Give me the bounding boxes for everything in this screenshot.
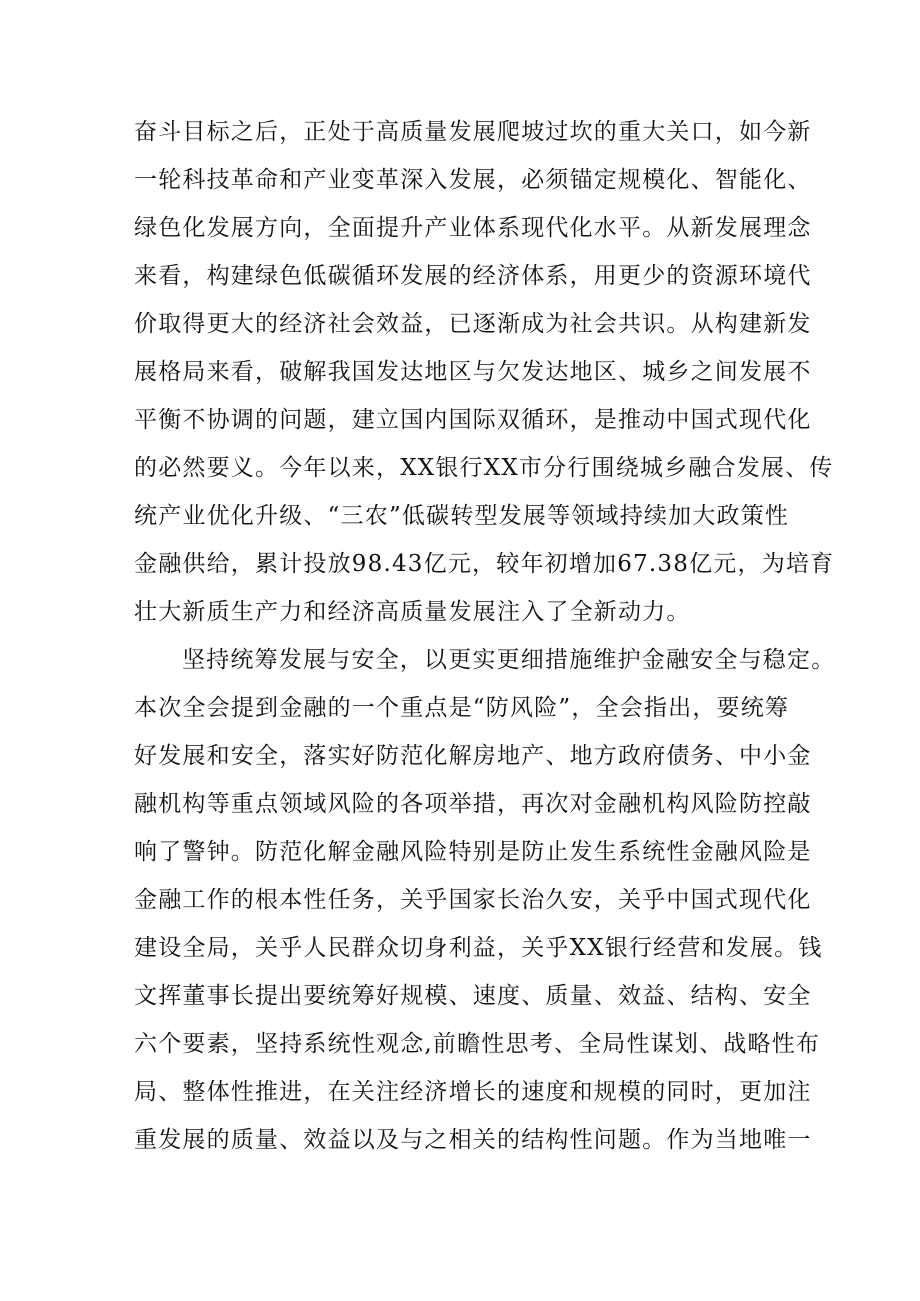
paragraph-line: 文挥董事长提出要统筹好规模、速度、质量、效益、结构、安全 [134,983,812,1009]
paragraph-line: 来看，构建绿色低碳循环发展的经济体系，用更少的资源环境代 [134,263,812,289]
paragraph-line: 奋斗目标之后，正处于高质量发展爬坡过坎的重大关口，如今新 [134,119,812,145]
paragraph-line: 坚持统筹发展与安全，以更实更细措施维护金融安全与稳定。 [182,647,836,673]
paragraph-line: 本次全会提到金融的一个重点是“防风险”，全会指出，要统筹 [134,695,790,721]
paragraph-line: 金融供给，累计投放98.43亿元，较年初增加67.38亿元，为培育 [134,551,835,577]
paragraph-line: 的必然要义。今年以来，XX银行XX市分行围绕城乡融合发展、传 [134,455,834,481]
paragraph-line: 金融工作的根本性任务，关乎国家长治久安，关乎中国式现代化 [134,887,812,913]
paragraph-line: 局、整体性推进，在关注经济增长的速度和规模的同时，更加注 [134,1079,812,1105]
paragraph-line: 好发展和安全，落实好防范化解房地产、地方政府债务、中小金 [134,743,812,769]
paragraph-line: 一轮科技革命和产业变革深入发展，必须锚定规模化、智能化、 [134,167,812,193]
paragraph-line: 融机构等重点领域风险的各项举措，再次对金融机构风险防控敲 [134,791,812,817]
paragraph-line: 统产业优化升级、“三农”低碳转型发展等领域持续加大政策性 [134,503,790,529]
paragraph-line: 价取得更大的经济社会效益，已逐渐成为社会共识。从构建新发 [134,311,812,337]
paragraph-line: 建设全局，关乎人民群众切身利益，关乎XX银行经营和发展。钱 [134,935,823,961]
paragraph-line: 六个要素，坚持系统性观念,前瞻性思考、全局性谋划、战略性布 [134,1031,821,1057]
paragraph-2 [134,636,836,1164]
paragraph-line: 重发展的质量、效益以及与之相关的结构性问题。作为当地唯一 [134,1127,812,1153]
paragraph-line: 响了警钟。防范化解金融风险特别是防止发生系统性金融风险是 [134,839,812,865]
paragraph-line: 展格局来看，破解我国发达地区与欠发达地区、城乡之间发展不 [134,359,812,385]
paragraph-line: 平衡不协调的问题，建立国内国际双循环，是推动中国式现代化 [134,407,812,433]
paragraph-line: 绿色化发展方向，全面提升产业体系现代化水平。从新发展理念 [134,215,812,241]
paragraph-1 [134,108,835,636]
paragraph-line: 壮大新质生产力和经济高质量发展注入了全新动力。 [134,599,691,625]
